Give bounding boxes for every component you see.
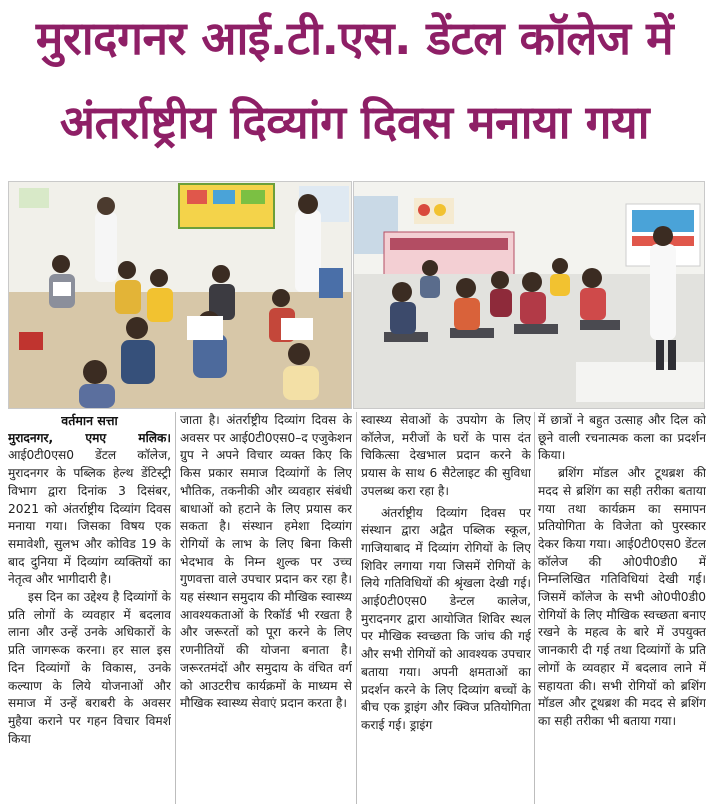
headline-line-1: मुरादगनर आई.टी.एस. डेंटल कॉलेज में bbox=[35, 11, 674, 65]
article-column-2 bbox=[180, 412, 352, 808]
byline: वर्तमान सत्ता bbox=[61, 413, 118, 428]
article-column-3 bbox=[361, 412, 531, 808]
photo-drawing-competition bbox=[8, 181, 352, 409]
paragraph: में छात्रों ने बहुत उत्साह और दिल को छूने वाली रचनात्मक कला का प्रदर्शन किया। bbox=[538, 413, 706, 463]
paragraph: स्वास्थ्य सेवाओं के उपयोग के लिए कॉलेज, मरीजों के घरों के पास दंत चिकित्सा देखभाल प्रदान करने के प्रयास के साथ 6 सैटेलाइट की सुविधा उपलब्ध करा रहा है। bbox=[361, 413, 531, 498]
paragraph: ब्रशिंग मॉडल और टूथब्रश की मदद से ब्रशिंग का सही तरीका बताया गया तथा कार्यक्रम का समापन प्रतियोगिता के विजेता को पुरस्कार देकर किया गया। आई0टी0एस0 डेंटल कॉलेज की ओ0पी0डी0 में निम्नलिखित गतिविधियां देखी गई। जिसमें कॉलेज के सभी ओ0पी0डी0 रोगियों के लिए मौखिक स्वच्छता बनाए रखने के महत्व के बारे में उपयुक्त जानकारी दी गई तथा दिव्यांगों के प्रति लोगों के व्यवहार में बदलाव लाने में सहायता की। सभी रोगियों को ब्रशिंग मॉडल और टूथब्रश की मदद से ब्रशिंग का सही तरीका भी बताया गया। bbox=[538, 466, 706, 728]
column-rule bbox=[534, 412, 535, 804]
column-rule bbox=[175, 412, 176, 804]
dateline: मुरादनगर, एमए मलिक। bbox=[8, 430, 171, 445]
photo-camp-classroom bbox=[353, 181, 705, 409]
paragraph: अंतर्राष्ट्रीय दिव्यांग दिवस पर संस्थान द्वारा अद्वैत पब्लिक स्कूल, गाजियाबाद में दिव्यांग रोगियों के लिए शिविर लगाया गया जिसमें रोगियों के लिये गतिविधियों की श्रृंखला देखी गई। आई0टी0एस0 डेन्टल कालेज, मुरादनगर द्वारा आयोजित शिविर स्थल पर मौखिक स्वच्छता कि जांच की गई और सभी रोगियों को आवश्यक उपचार बताया गया। अपनी क्षमताओं का प्रदर्शन करने के लिए दिव्यांग बच्चों के बीच एक ड्राइंग और क्विज प्रतियोगिता कराई गई। ड्राइंग bbox=[361, 505, 531, 732]
article-column-4 bbox=[538, 412, 706, 808]
article-column-1 bbox=[8, 412, 171, 808]
column-rule bbox=[356, 412, 357, 804]
paragraph: आई0टी0एस0 डेंटल कॉलेज, मुरादनगर के पब्लिक हेल्थ डेंटिस्ट्री विभाग द्वारा दिनांक 3 दिसंबर, 2021 को अंतर्राष्ट्रीय दिव्यांग दिवस मनाया गया। जिसका विषय एक समावेशी, सुलभ और कोविड 19 के बाद दुनिया में दिव्यांग व्यक्तियों का नेतृत्व और भागीदारी है। bbox=[8, 448, 171, 587]
headline-line-2: अंतर्राष्ट्रीय दिव्यांग दिवस मनाया गया bbox=[59, 95, 650, 149]
paragraph: इस दिन का उद्देश्य है दिव्यांगों के प्रति लोगों के व्यवहार में बदलाव लाना और उन्हें उनके अधिकारों के प्रति जागरूक करना। हर साल इस दिन दिव्यांगों के विकास, उनके कल्याण के लिये योजनाओं और समाज में उन्हें बराबरी के अवसर मुहैया कराने पर गहन विचार विमर्श किया bbox=[8, 590, 171, 746]
paragraph: जाता है। अंतर्राष्ट्रीय दिव्यांग दिवस के अवसर पर आई0टी0एस0–द एजुकेशन ग्रुप ने अपने विचार व्यक्त किए कि किस प्रकार समाज दिव्यांगों के लिए भौतिक, तकनीकी और व्यवहार संबंधी बाधाओं को हटाने के लिए प्रयास कर सकता है। संस्थान हमेशा दिव्यांग रोगियों के लाभ के लिए बिना किसी भेदभाव के निम्न शुल्क पर उच्च गुणवत्ता वाले उपचार प्रदान कर रहा है। यह संस्थान समुदाय की मौखिक स्वास्थ्य आवश्यकताओं के रिकॉर्ड भी रखता है और जरूरतों को पूरा करने के लिए रणनीतियों की योजना बनाता है। जरूरतमंदों और समुदाय के वंचित वर्ग को आउटरीच कार्यक्रमों के माध्यम से मौखिक स्वास्थ्य सेवाएं प्रदान करता है। bbox=[180, 413, 352, 711]
